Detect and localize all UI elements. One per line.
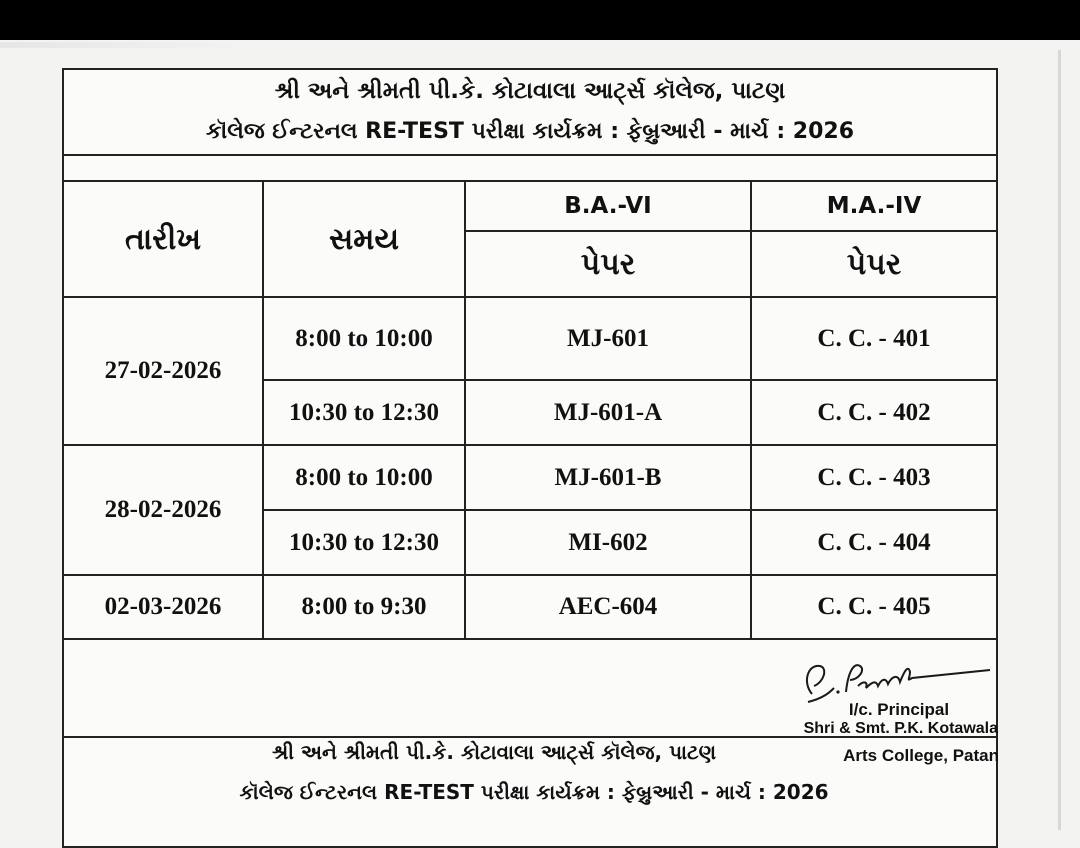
exam-title: કૉલેજ ઈન્ટરનલ RE-TEST પરીક્ષા કાર્યક્રમ : ફેબ્રુઆરી - માર્ચ : 2026 bbox=[205, 118, 855, 144]
ba-paper-cell: MJ-601-A bbox=[553, 398, 663, 426]
date-cell: 28-02-2026 bbox=[104, 496, 222, 523]
paper-shadow bbox=[0, 42, 260, 48]
top-black-bar bbox=[0, 0, 1080, 40]
header-ma: M.A.-IV bbox=[826, 193, 922, 219]
stamp-college: Arts College, Patan bbox=[843, 746, 999, 765]
ba-paper-cell: MJ-601-B bbox=[554, 463, 662, 491]
date-cell: 27-02-2026 bbox=[104, 357, 222, 384]
header-ma-paper: પેપર bbox=[846, 246, 902, 282]
time-cell: 10:30 to 12:30 bbox=[289, 528, 439, 556]
ma-paper-cell: C. C. - 402 bbox=[817, 398, 931, 426]
time-cell: 10:30 to 12:30 bbox=[289, 398, 439, 426]
footer-exam-title: કૉલેજ ઈન્ટરનલ RE-TEST પરીક્ષા કાર્યક્રમ : ફેબ્રુઆરી - માર્ચ : 2026 bbox=[239, 780, 829, 804]
rule bbox=[64, 638, 996, 640]
ma-paper-cell: C. C. - 401 bbox=[817, 324, 931, 352]
time-cell: 8:00 to 10:00 bbox=[295, 463, 433, 491]
exam-schedule-sheet bbox=[62, 68, 998, 848]
header-time: સમય bbox=[328, 221, 400, 257]
rule bbox=[64, 154, 996, 156]
date-cell: 02-03-2026 bbox=[104, 593, 222, 620]
paper-edge bbox=[1058, 50, 1061, 830]
footer-college-name: શ્રી અને શ્રીમતી પી.કે. કોટાવાલા આર્ટ્સ કૉલેજ, પાટણ bbox=[271, 740, 717, 764]
time-cell: 8:00 to 9:30 bbox=[301, 593, 427, 620]
header-ba-paper: પેપર bbox=[580, 246, 636, 282]
ba-paper-cell: MI-602 bbox=[568, 528, 648, 556]
stamp-name: Shri & Smt. P.K. Kotawala bbox=[803, 720, 998, 737]
ma-paper-cell: C. C. - 403 bbox=[817, 463, 931, 491]
header-ba: B.A.-VI bbox=[564, 193, 652, 219]
ma-paper-cell: C. C. - 404 bbox=[817, 528, 931, 556]
principal-title: I/c. Principal bbox=[848, 700, 950, 719]
ba-paper-cell: AEC-604 bbox=[558, 593, 658, 620]
header-date: તારીખ bbox=[125, 221, 201, 257]
ba-paper-cell: MJ-601 bbox=[567, 324, 649, 352]
time-cell: 8:00 to 10:00 bbox=[295, 324, 433, 352]
ma-paper-cell: C. C. - 405 bbox=[817, 593, 931, 620]
college-name: શ્રી અને શ્રીમતી પી.કે. કોટાવાલા આર્ટ્સ કૉલેજ, પાટણ bbox=[274, 78, 786, 104]
